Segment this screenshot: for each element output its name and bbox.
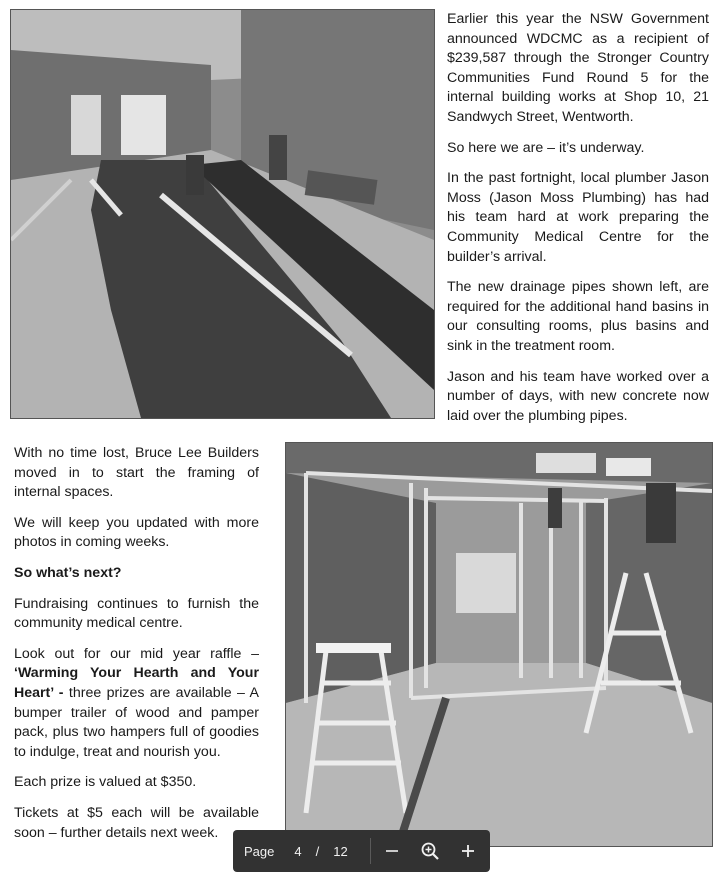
total-pages: 12 — [333, 843, 348, 859]
paragraph-drainage: The new drainage pipes shown left, are required for the additional hand basins in our consulting rooms, plus basins and sink in the treatment room. — [447, 279, 709, 354]
paragraph-raffle — [14, 645, 259, 763]
minus-icon — [384, 843, 400, 859]
article-right-column — [447, 10, 709, 437]
section-heading: So what’s next? — [14, 564, 122, 581]
zoom-icon — [420, 841, 440, 861]
page-separator: / — [315, 843, 320, 859]
zoom-in-button[interactable] — [453, 836, 483, 866]
paragraph-funding: Earlier this year the NSW Government announced WDCMC as a recipient of $239,587 through the Stronger Country Communities Fund Round 5 for the internal building works at Shop 10, 21 Sandwych Street, Wentworth. — [447, 11, 709, 125]
article-left-column — [14, 444, 259, 854]
raffle-name: ‘Warming Your Hearth and Your Heart’ - — [14, 665, 259, 701]
framing-image — [286, 443, 712, 846]
paragraph-fundraising: Fundraising continues to furnish the community medical centre. — [14, 595, 259, 632]
zoom-out-button[interactable] — [377, 836, 407, 866]
pdf-page-toolbar — [233, 830, 490, 872]
raffle-intro: Look out for our mid year raffle – — [14, 645, 259, 662]
paragraph-builders: With no time lost, Bruce Lee Builders moved in to start the framing of internal spaces. — [14, 445, 259, 501]
paragraph-underway: So here we are – it’s underway. — [447, 139, 645, 156]
paragraph-prize-value: Each prize is valued at $350. — [14, 774, 197, 791]
zoom-fit-button[interactable] — [415, 836, 445, 866]
plumbing-trench-photo — [10, 9, 435, 419]
framing-photo — [285, 442, 713, 847]
plus-icon — [460, 843, 476, 859]
page-label: Page — [244, 843, 275, 859]
paragraph-updates: We will keep you updated with more photos in coming weeks. — [14, 514, 259, 551]
plumbing-trench-image — [11, 10, 434, 418]
raffle-details: three prizes are available – A bumper trailer of wood and pamper pack, plus two hampers full of goodies to indulge, treat and nourish you. — [14, 684, 259, 760]
paragraph-plumber: In the past fortnight, local plumber Jason Moss (Jason Moss Plumbing) has had his team hard at work preparing the Community Medical Centre for the builder’s arrival. — [447, 170, 709, 265]
current-page-input[interactable]: 4 — [294, 843, 302, 859]
toolbar-divider — [370, 838, 371, 864]
paragraph-concrete: Jason and his team have worked over a number of days, with new concrete now laid over the plumbing pipes. — [447, 368, 709, 424]
paragraph-tickets: Tickets at $5 each will be available soon – further details next week. — [14, 804, 259, 841]
